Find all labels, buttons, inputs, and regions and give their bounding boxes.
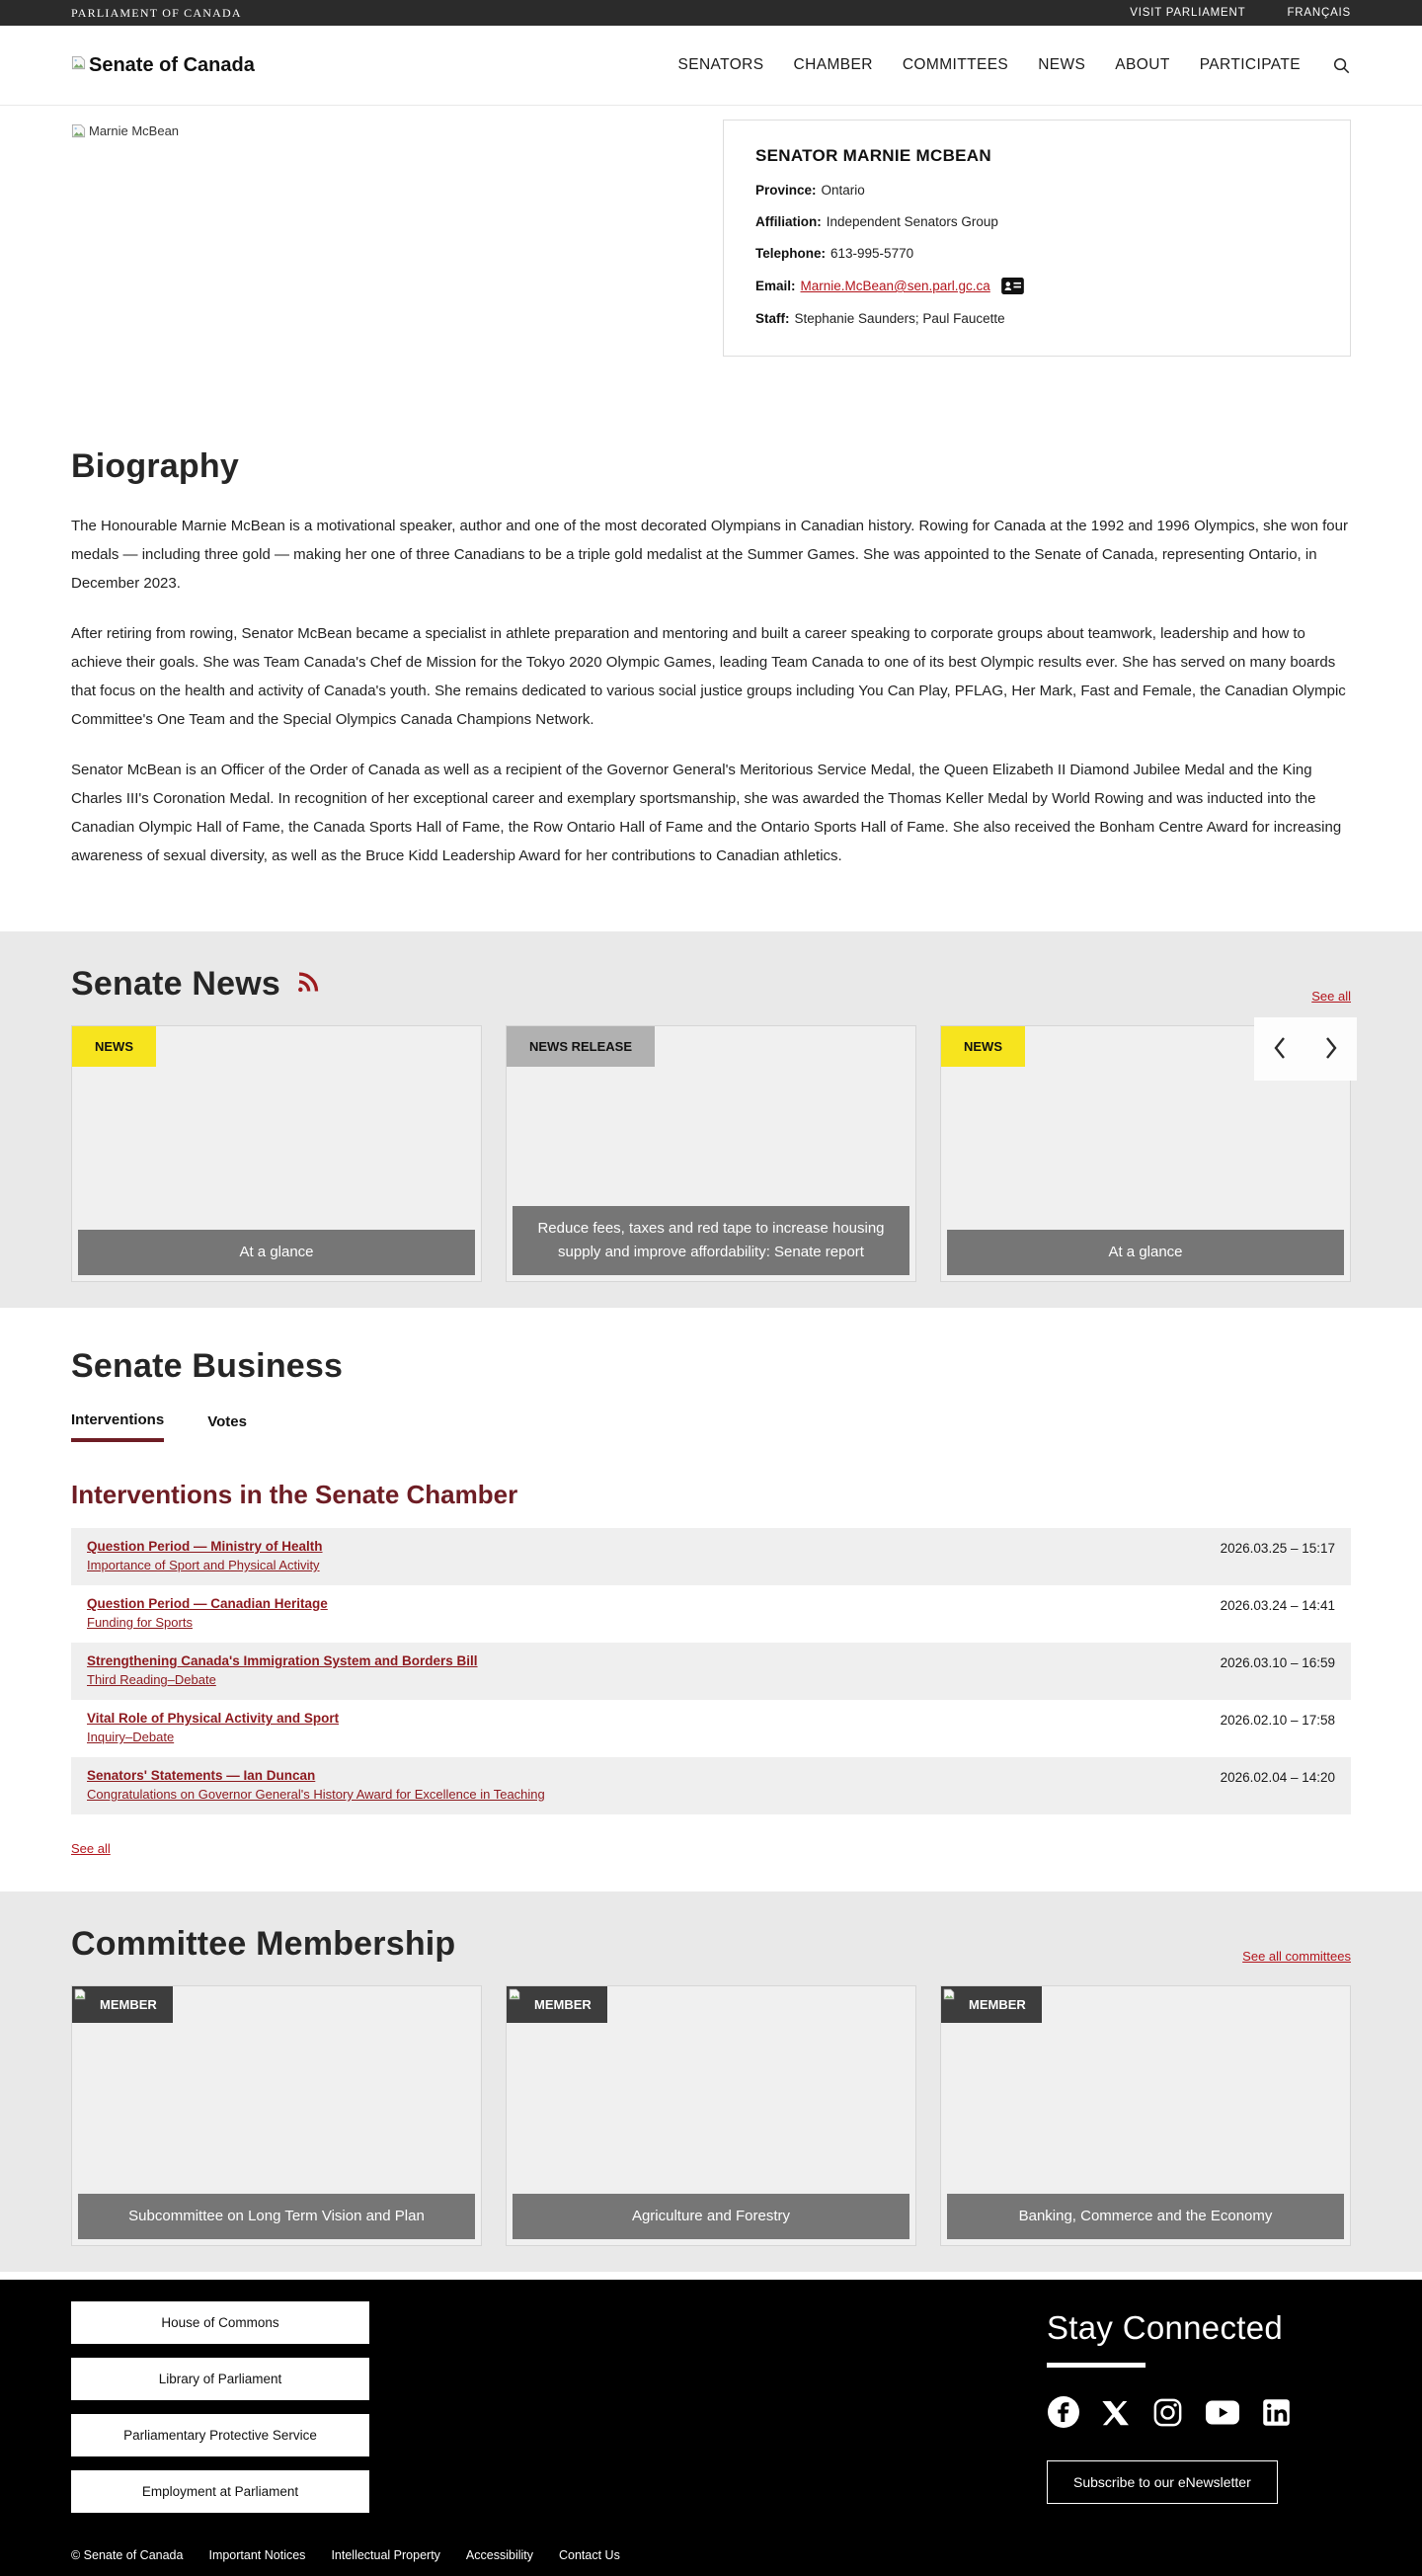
footer-bottom-bar — [71, 2548, 1351, 2562]
member-badge — [72, 1986, 173, 2023]
biography-paragraph: The Honourable Marnie McBean is a motivational speaker, author and one of the most decorated Olympians in Canadian history. Rowing for Canada at the 1992 and 1996 Olympics, she won four medals — including three gold — making her one of three Canadians to be a triple gold medalist at the Summer Games. She was appointed to the Senate of Canada, representing Ontario, in December 2023. — [71, 518, 1348, 592]
intervention-datetime: 2026.02.04 – 14:20 — [1220, 1770, 1335, 1785]
staff-field — [755, 311, 1318, 326]
intervention-subtitle-link[interactable]: Importance of Sport and Physical Activity — [87, 1558, 320, 1572]
staff-value: Stephanie Saunders; Paul Faucette — [794, 311, 1005, 326]
committee-card[interactable] — [506, 1985, 916, 2246]
committee-cards — [71, 1985, 1351, 2246]
parliament-of-canada-label: PARLIAMENT OF CANADA — [71, 5, 242, 20]
stay-connected-underline — [1047, 2363, 1146, 2368]
senate-news-title: Senate News — [71, 965, 280, 1003]
member-badge-label: MEMBER — [100, 1997, 157, 2012]
news-carousel-controls — [1254, 1017, 1357, 1081]
contact-us-link[interactable]: Contact Us — [559, 2548, 620, 2562]
affiliation-label: Affiliation: — [755, 214, 822, 229]
intervention-row — [71, 1757, 1351, 1814]
committees-see-all-link[interactable]: See all committees — [1242, 1949, 1351, 1964]
telephone-label: Telephone: — [755, 246, 827, 261]
news-card-caption: At a glance — [78, 1230, 475, 1275]
chevron-left-icon — [1272, 1035, 1288, 1064]
footer-separator — [0, 2272, 1422, 2280]
province-value: Ontario — [821, 183, 865, 198]
affiliation-field — [755, 214, 1318, 229]
news-badge: NEWS — [941, 1026, 1025, 1067]
email-field — [755, 278, 1318, 294]
intervention-subtitle-link[interactable]: Congratulations on Governor General's History Award for Excellence in Teaching — [87, 1787, 545, 1802]
member-badge — [941, 1986, 1042, 2023]
business-tabs — [71, 1411, 1351, 1442]
committee-card-caption: Banking, Commerce and the Economy — [947, 2194, 1344, 2239]
intervention-row — [71, 1528, 1351, 1585]
senator-profile-section — [0, 106, 1422, 357]
email-label: Email: — [755, 279, 796, 293]
news-card-caption: At a glance — [947, 1230, 1344, 1275]
top-bar-links — [1130, 7, 1351, 19]
site-footer — [0, 2280, 1422, 2576]
nav-item-news[interactable]: NEWS — [1038, 56, 1086, 73]
committee-membership-title: Committee Membership — [71, 1925, 456, 1963]
social-links — [1047, 2395, 1351, 2429]
contact-card-icon[interactable] — [1001, 278, 1024, 294]
member-badge-label: MEMBER — [969, 1997, 1026, 2012]
broken-image-icon — [71, 55, 86, 75]
biography-paragraph: Senator McBean is an Officer of the Order of Canada as well as a recipient of the Governor General's Meritorious Service Medal, the Queen Elizabeth II Diamond Jubilee Medal and the King Charles III's Coronation Medal. In recognition of her exceptional career and exemplary sportsmanship, she was awarded the Thomas Keller Medal by World Rowing and was inducted into the Canadian Olympic Hall of Fame, the Canada Sports Hall of Fame, the Row Ontario Hall of Fame and the Ontario Sports Hall of Fame. She also received the Bonham Centre Award for increasing awareness of sexual diversity, as well as the Bruce Kidd Leadership Award for her contributions to Canadian athletics. — [71, 762, 1342, 864]
rss-icon[interactable] — [294, 969, 321, 1001]
biography-paragraph: After retiring from rowing, Senator McBean became a specialist in athlete preparation and mentoring and built a career speaking to corporate groups about teamwork, leadership and how to achieve their goals. She was Team Canada's Chef de Mission for the Tokyo 2020 Olympic Games, leading Team Canada to one of its best Olympic results ever. She has served on many boards that focus on the health and activity of Canada's youth. She remains dedicated to various social justice groups including You Can Play, PFLAG, Her Mark, Fast and Female, the Canadian Olympic Committee's One Team and the Special Olympics Canada Champions Network. — [71, 625, 1346, 728]
x-icon[interactable] — [1102, 2398, 1131, 2427]
telephone-value: 613-995-5770 — [830, 246, 914, 261]
house-of-commons-button[interactable]: House of Commons — [71, 2301, 369, 2344]
intervention-row — [71, 1700, 1351, 1757]
province-field — [755, 183, 1318, 198]
tab-votes[interactable]: Votes — [207, 1411, 247, 1442]
visit-parliament-link[interactable]: VISIT PARLIAMENT — [1130, 7, 1246, 19]
broken-image-icon — [943, 1988, 955, 2003]
biography-title: Biography — [71, 447, 239, 485]
site-header — [0, 26, 1422, 106]
interventions-see-all-link[interactable]: See all — [71, 1841, 111, 1856]
committee-card[interactable] — [940, 1985, 1351, 2246]
member-badge-label: MEMBER — [534, 1997, 592, 2012]
news-cards — [71, 1025, 1351, 1282]
linkedin-icon[interactable] — [1262, 2398, 1291, 2427]
news-badge: NEWS — [72, 1026, 156, 1067]
senate-business-title: Senate Business — [71, 1347, 344, 1385]
email-link[interactable]: Marnie.McBean@sen.parl.gc.ca — [800, 279, 990, 293]
intellectual-property-link[interactable]: Intellectual Property — [331, 2548, 440, 2562]
committee-card-caption: Agriculture and Forestry — [513, 2194, 909, 2239]
intervention-datetime: 2026.03.24 – 14:41 — [1220, 1598, 1335, 1613]
stay-connected-block — [1047, 2301, 1351, 2513]
news-card-caption: Reduce fees, taxes and red tape to increase housing supply and improve affordability: Senate report — [513, 1206, 909, 1275]
carousel-next-button[interactable] — [1305, 1017, 1357, 1081]
broken-image-icon — [71, 123, 86, 141]
news-card[interactable] — [506, 1025, 916, 1282]
committee-card[interactable] — [71, 1985, 482, 2246]
biography-section — [0, 447, 1422, 870]
stay-connected-title: Stay Connected — [1047, 2309, 1284, 2346]
nav-item-committees[interactable]: COMMITTEES — [902, 56, 1009, 73]
news-see-all-link[interactable]: See all — [1311, 989, 1351, 1004]
instagram-icon[interactable] — [1152, 2397, 1183, 2428]
intervention-title-link[interactable]: Question Period — Ministry of Health — [87, 1539, 323, 1554]
interventions-list — [71, 1528, 1351, 1814]
nav-item-about[interactable]: ABOUT — [1115, 56, 1170, 73]
government-top-bar — [0, 0, 1422, 26]
chevron-right-icon — [1323, 1035, 1339, 1064]
search-icon[interactable] — [1332, 56, 1351, 75]
intervention-subtitle-link[interactable]: Inquiry–Debate — [87, 1730, 175, 1744]
intervention-subtitle-link[interactable]: Funding for Sports — [87, 1615, 193, 1630]
carousel-prev-button[interactable] — [1254, 1017, 1305, 1081]
language-toggle-link[interactable]: FRANÇAIS — [1287, 7, 1351, 19]
parliamentary-protective-service-button[interactable]: Parliamentary Protective Service — [71, 2414, 369, 2456]
news-card[interactable] — [71, 1025, 482, 1282]
intervention-title-link[interactable]: Vital Role of Physical Activity and Sport — [87, 1711, 340, 1726]
intervention-title-link[interactable]: Strengthening Canada's Immigration System and Borders Bill — [87, 1653, 478, 1668]
main-navigation — [677, 56, 1351, 75]
nav-item-participate[interactable]: PARTICIPATE — [1199, 56, 1301, 73]
province-label: Province: — [755, 183, 817, 198]
intervention-datetime: 2026.02.10 – 17:58 — [1220, 1713, 1335, 1728]
broken-image-icon — [74, 1988, 86, 2003]
nav-item-senators[interactable]: SENATORS — [677, 56, 764, 73]
employment-at-parliament-button[interactable]: Employment at Parliament — [71, 2470, 369, 2513]
logo-alt-text: Senate of Canada — [89, 53, 255, 76]
tab-interventions[interactable]: Interventions — [71, 1411, 164, 1442]
facebook-icon[interactable] — [1047, 2395, 1080, 2429]
affiliation-value: Independent Senators Group — [826, 214, 998, 229]
interventions-heading: Interventions in the Senate Chamber — [71, 1480, 518, 1509]
senator-photo-alt-text: Marnie McBean — [89, 123, 180, 138]
copyright-text: © Senate of Canada — [71, 2548, 184, 2562]
intervention-datetime: 2026.03.25 – 15:17 — [1220, 1541, 1335, 1556]
intervention-datetime: 2026.03.10 – 16:59 — [1220, 1655, 1335, 1670]
staff-label: Staff: — [755, 311, 790, 326]
intervention-title-link[interactable]: Question Period — Canadian Heritage — [87, 1596, 328, 1611]
intervention-row — [71, 1585, 1351, 1643]
intervention-subtitle-link[interactable]: Third Reading–Debate — [87, 1672, 216, 1687]
senate-news-section — [0, 931, 1422, 1308]
footer-link-buttons — [71, 2301, 369, 2513]
member-badge — [507, 1986, 607, 2023]
intervention-row — [71, 1643, 1351, 1700]
senator-name: SENATOR MARNIE MCBEAN — [755, 146, 991, 165]
senate-business-section — [0, 1308, 1422, 1892]
nav-item-chamber[interactable]: CHAMBER — [793, 56, 873, 73]
senator-info-card — [723, 120, 1351, 357]
accessibility-link[interactable]: Accessibility — [465, 2548, 533, 2562]
committee-card-caption: Subcommittee on Long Term Vision and Plan — [78, 2194, 475, 2239]
intervention-title-link[interactable]: Senators' Statements — Ian Duncan — [87, 1768, 316, 1783]
subscribe-enewsletter-button[interactable]: Subscribe to our eNewsletter — [1047, 2460, 1278, 2504]
library-of-parliament-button[interactable]: Library of Parliament — [71, 2358, 369, 2400]
youtube-icon[interactable] — [1205, 2399, 1240, 2426]
telephone-field — [755, 246, 1318, 261]
news-release-badge: NEWS RELEASE — [507, 1026, 655, 1067]
senator-photo — [71, 120, 723, 141]
broken-image-icon — [509, 1988, 520, 2003]
important-notices-link[interactable]: Important Notices — [208, 2548, 306, 2562]
senate-logo[interactable] — [71, 54, 255, 77]
committee-membership-section — [0, 1892, 1422, 2272]
